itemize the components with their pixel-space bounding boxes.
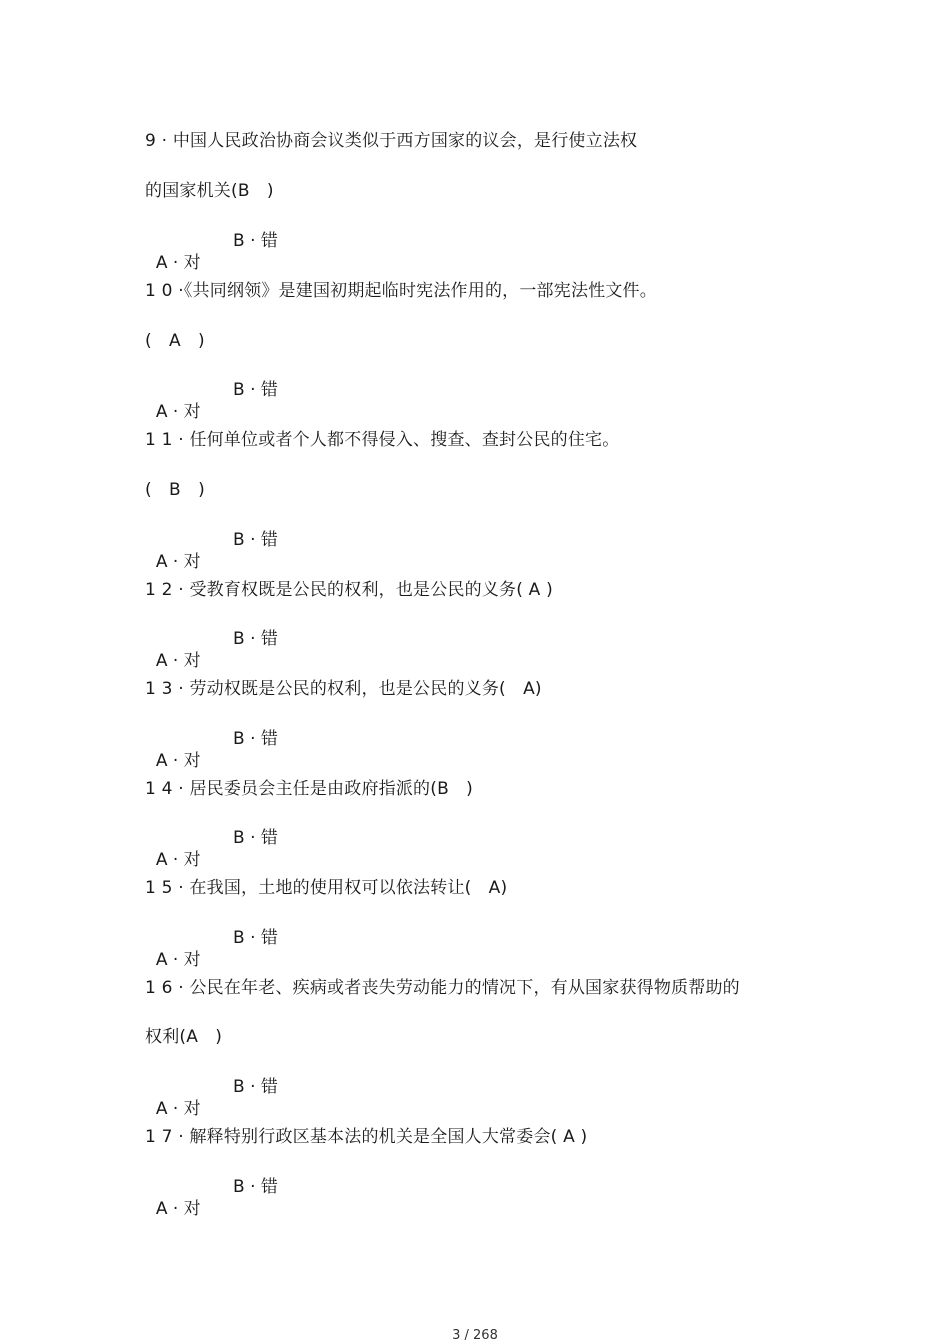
question-9-text: 9 · 中国人民政治协商会议类似于西方国家的议会，是行使立法权	[145, 131, 638, 151]
question-17-options	[145, 1176, 278, 1242]
question-15-text: 1 5 · 在我国，土地的使用权可以依法转让( A)	[145, 878, 508, 898]
option-b: B · 错	[233, 1177, 278, 1197]
option-b: B · 错	[233, 231, 278, 251]
option-a: A · 对	[155, 850, 201, 870]
page-number: 3 / 268	[452, 1328, 498, 1343]
question-10-text: 1 0 ·《共同纲领》是建国初期起临时宪法作用的，一部宪法性文件。	[145, 281, 657, 301]
question-11-text: 1 1 · 任何单位或者个人都不得侵入、搜查、查封公民的住宅。	[145, 430, 620, 450]
question-16-answer: 权利(A )	[145, 1027, 223, 1047]
question-17-text: 1 7 · 解释特别行政区基本法的机关是全国人大常委会( A )	[145, 1127, 588, 1147]
question-9-answer: 的国家机关(B )	[145, 181, 274, 201]
question-10-answer: ( A )	[145, 331, 205, 351]
option-b: B · 错	[233, 729, 278, 749]
option-a: A · 对	[155, 1099, 201, 1119]
option-b: B · 错	[233, 380, 278, 400]
question-11-answer: ( B )	[145, 480, 205, 500]
option-a: A · 对	[155, 552, 201, 572]
option-a: A · 对	[155, 1199, 201, 1219]
option-a: A · 对	[155, 402, 201, 422]
option-b: B · 错	[233, 629, 278, 649]
option-b: B · 错	[233, 828, 278, 848]
option-a: A · 对	[155, 253, 201, 273]
question-14-text: 1 4 · 居民委员会主任是由政府指派的(B )	[145, 779, 473, 799]
option-a: A · 对	[155, 651, 201, 671]
option-a: A · 对	[155, 950, 201, 970]
option-b: B · 错	[233, 928, 278, 948]
question-12-text: 1 2 · 受教育权既是公民的权利，也是公民的义务( A )	[145, 580, 553, 600]
question-16-text: 1 6 · 公民在年老、疾病或者丧失劳动能力的情况下，有从国家获得物质帮助的	[145, 978, 740, 998]
option-b: B · 错	[233, 1077, 278, 1097]
question-13-text: 1 3 · 劳动权既是公民的权利，也是公民的义务( A)	[145, 679, 542, 699]
option-a: A · 对	[155, 751, 201, 771]
option-b: B · 错	[233, 530, 278, 550]
